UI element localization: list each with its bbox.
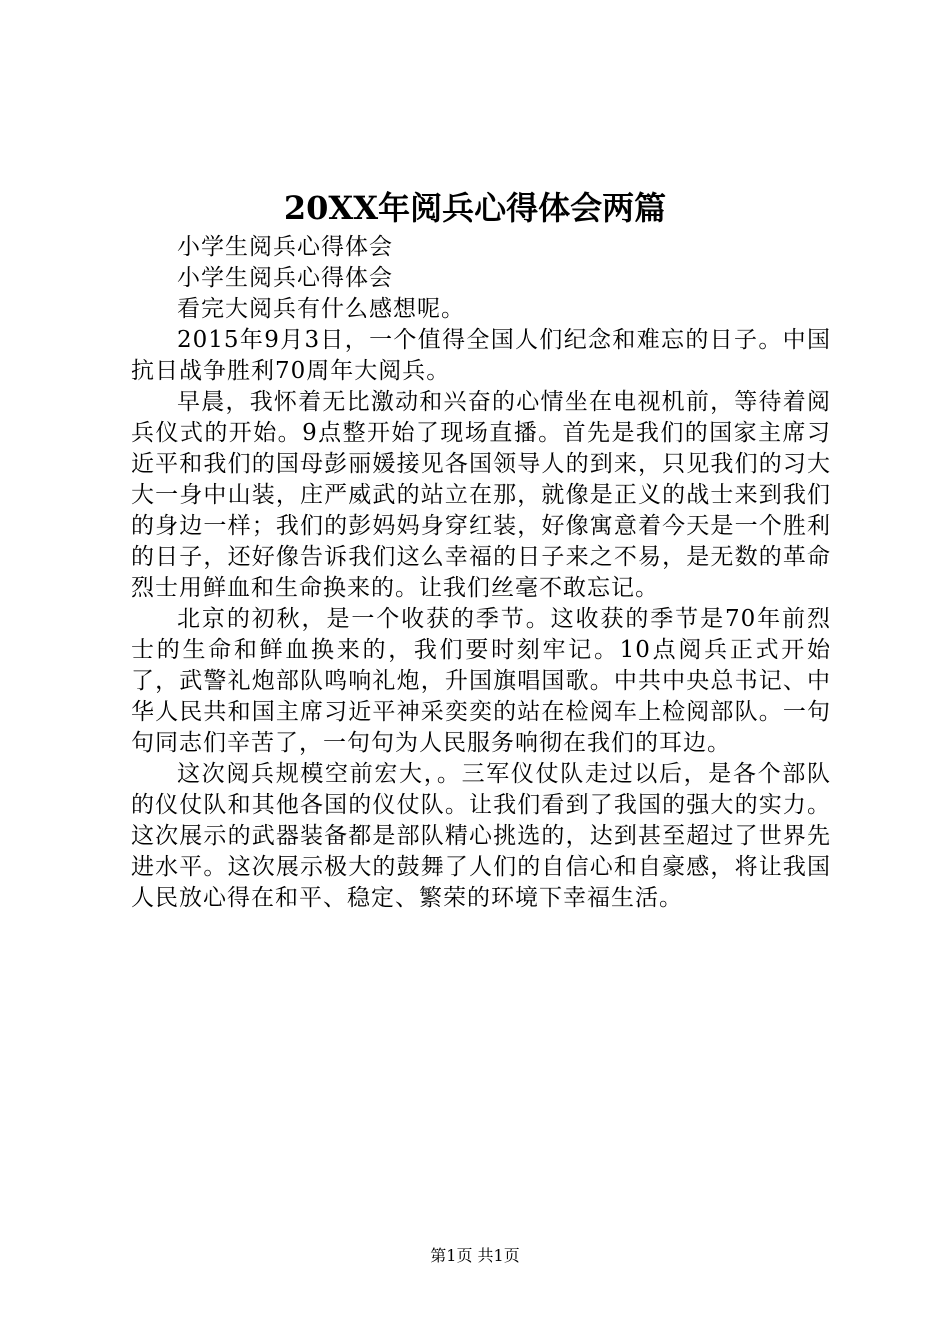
- paragraph-morning: 早晨，我怀着无比激动和兴奋的心情坐在电视机前，等待着阅兵仪式的开始。9点整开始了现场直播。首先是我们的国家主席习近平和我们的国母彭丽媛接见各国领导人的到来，只见我们的习大大一身中山装，庄严威武的站立在那，就像是正义的战士来到我们的身边一样；我们的彭妈妈身穿红装，好像寓意着今天是一个胜利的日子，还好像告诉我们这么幸福的日子来之不易，是无数的革命烈士用鲜血和生命换来的。让我们丝毫不敢忘记。: [131, 389, 831, 601]
- document-title: 20XX年阅兵心得体会两篇: [283, 189, 667, 227]
- page-footer: 第1页 共1页: [430, 1246, 520, 1265]
- paragraph-autumn: 北京的初秋，是一个收获的季节。这收获的季节是70年前烈士的生命和鲜血换来的，我们要时刻牢记。10点阅兵正式开始了，武警礼炮部队鸣响礼炮，升国旗唱国歌。中共中央总书记、中华人民共和国主席习近平神采奕奕的站在检阅车上检阅部队。一句句同志们辛苦了，一句句为人民服务响彻在我们的耳边。: [131, 606, 831, 756]
- document-body: [131, 232, 831, 914]
- paragraph-subtitle-1: 小学生阅兵心得体会: [177, 234, 393, 260]
- paragraph-intro-question: 看完大阅兵有什么感想呢。: [177, 296, 465, 322]
- paragraph-date: 2015年9月3日，一个值得全国人们纪念和难忘的日子。中国抗日战争胜利70周年大阅兵。: [131, 327, 831, 384]
- paragraph-subtitle-2: 小学生阅兵心得体会: [177, 265, 393, 291]
- paragraph-scale: 这次阅兵规模空前宏大，。三军仪仗队走过以后，是各个部队的仪仗队和其他各国的仪仗队。让我们看到了我国的强大的实力。这次展示的武器装备都是部队精心挑选的，达到甚至超过了世界先进水平。这次展示极大的鼓舞了人们的自信心和自豪感，将让我国人民放心得在和平、稳定、繁荣的环境下幸福生活。: [131, 761, 831, 911]
